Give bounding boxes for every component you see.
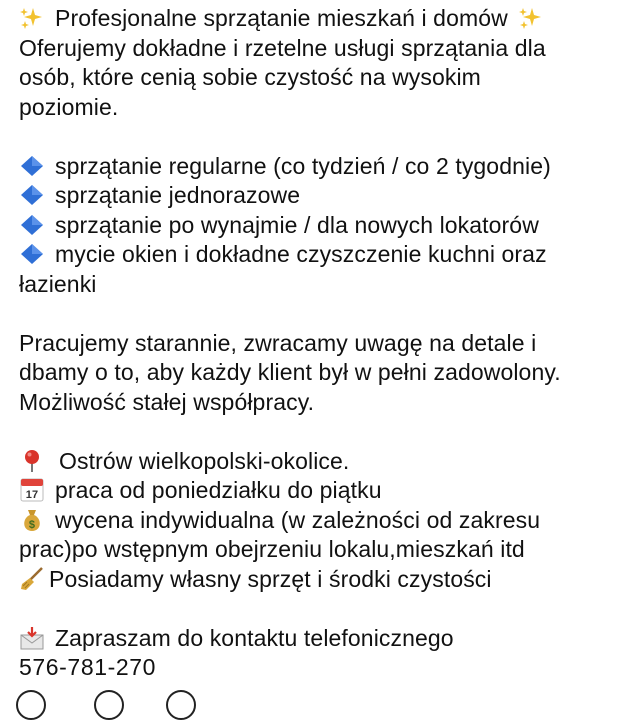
intro-line: osób, które cenią sobie czystość na wysokim (19, 64, 481, 90)
contact-label: Zapraszam do kontaktu telefonicznego (55, 624, 454, 651)
equipment-label: Posiadamy własny sprzęt i środki czystości (49, 565, 492, 592)
spacer (19, 122, 629, 152)
intro-line: poziomie. (19, 93, 119, 120)
service-label: sprzątanie jednorazowe (55, 182, 301, 208)
schedule-line (19, 476, 629, 506)
service-item (19, 181, 629, 211)
spacer (19, 594, 629, 624)
pricing-continuation: prac)po wstępnym obejrzeniu lokalu,mieszkań itd (19, 536, 525, 562)
sparkles-icon (518, 6, 544, 30)
envelope-arrow-icon (19, 626, 45, 650)
equipment-line (19, 565, 629, 595)
action-icon[interactable] (16, 690, 46, 720)
service-item (19, 240, 629, 270)
service-label: sprzątanie po wynajmie / dla nowych lokatorów (55, 211, 539, 238)
calendar-icon (19, 478, 45, 502)
action-icon[interactable] (166, 690, 196, 720)
broom-icon (19, 567, 45, 591)
service-label: sprzątanie regularne (co tydzień / co 2 tygodnie) (55, 152, 551, 179)
title-line (19, 4, 629, 34)
post-text (19, 4, 629, 683)
intro-line: Oferujemy dokładne i rzetelne usługi sprzątania dla (19, 34, 546, 61)
blue-diamond-icon (19, 183, 45, 207)
schedule-label: praca od poniedziałku do piątku (55, 477, 382, 503)
money-bag-icon (19, 508, 45, 532)
sparkles-icon (19, 6, 45, 30)
blue-diamond-icon (19, 154, 45, 178)
about-line: dbamy o to, aby każdy klient był w pełni zadowolony. (19, 359, 561, 385)
contact-line (19, 624, 629, 654)
blue-diamond-icon (19, 213, 45, 237)
service-continuation: łazienki (19, 270, 97, 297)
post-title: Profesjonalne sprzątanie mieszkań i domów (55, 5, 508, 31)
location-line (19, 447, 629, 477)
action-icon[interactable] (94, 690, 124, 720)
svg-text:$: $ (28, 518, 36, 531)
calendar-day: 17 (25, 489, 39, 501)
blue-diamond-icon (19, 242, 45, 266)
map-pin-icon (19, 449, 45, 473)
service-item (19, 211, 629, 241)
spacer (19, 417, 629, 447)
pricing-label: wycena indywidualna (w zależności od zakresu (55, 506, 541, 533)
about-line: Pracujemy starannie, zwracamy uwagę na detale i (19, 329, 537, 356)
phone-number[interactable]: 576-781-270 (19, 654, 157, 680)
service-label: mycie okien i dokładne czyszczenie kuchni oraz (55, 241, 547, 267)
service-item (19, 152, 629, 182)
spacer (19, 299, 629, 329)
about-line: Możliwość stałej współpracy. (19, 388, 315, 415)
location-label: Ostrów wielkopolski-okolice. (59, 447, 350, 474)
pricing-line (19, 506, 629, 536)
